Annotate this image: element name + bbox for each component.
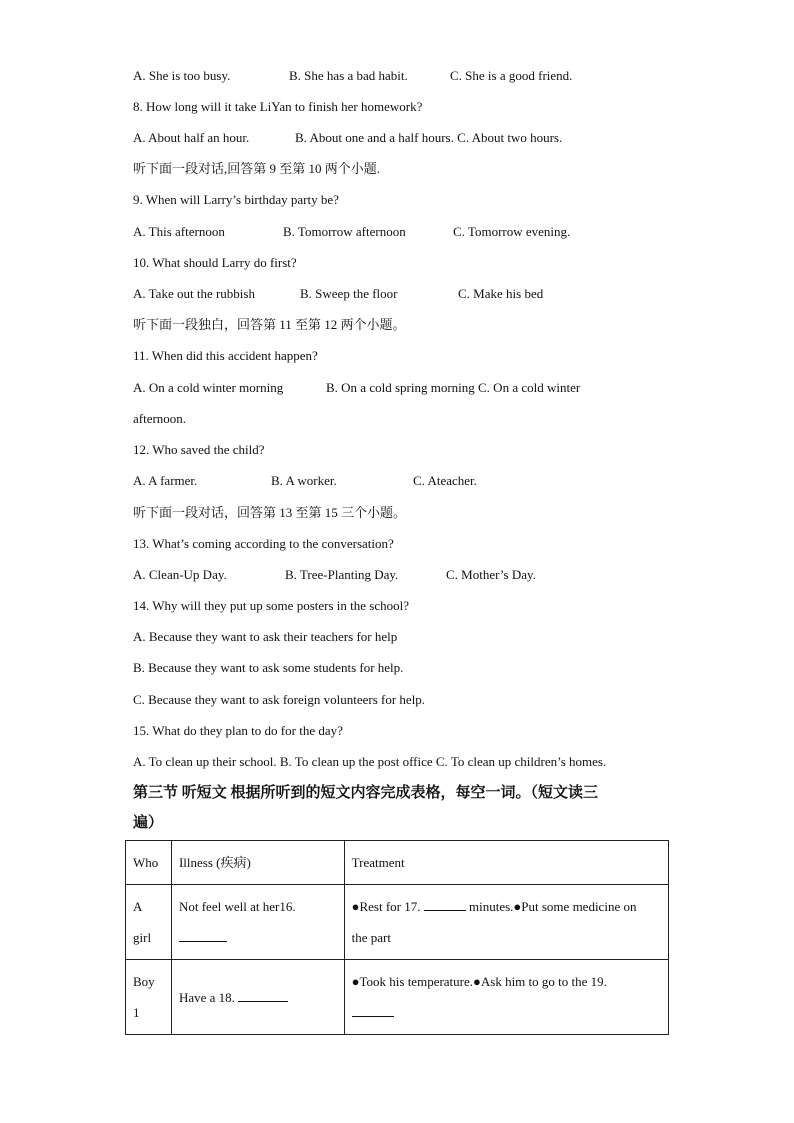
instruction-11-12: 听下面一段独白，回答第 11 至第 12 两个小题。 bbox=[133, 317, 406, 332]
q9-option-a: A. This afternoon bbox=[133, 224, 225, 239]
table-cell-treatment bbox=[344, 885, 668, 960]
q11-option-bc: B. On a cold spring morning C. On a cold winter bbox=[326, 380, 581, 395]
q7-option-c: C. She is a good friend. bbox=[450, 68, 573, 83]
table-cell-who bbox=[126, 960, 172, 1035]
who-line1: A bbox=[133, 899, 143, 914]
q9-option-b: B. Tomorrow afternoon bbox=[283, 224, 406, 239]
q11-option-c-continued: afternoon. bbox=[133, 411, 187, 426]
q7-option-a: A. She is too busy. bbox=[133, 68, 231, 83]
q12-option-b: B. A worker. bbox=[271, 473, 337, 488]
illness-text: Not feel well at her16. bbox=[178, 899, 296, 914]
q11-option-a: A. On a cold winter morning bbox=[133, 380, 284, 395]
q8-option-bc: B. About one and a half hours. C. About two hours. bbox=[295, 130, 563, 145]
q10-option-a: A. Take out the rubbish bbox=[133, 286, 255, 301]
section3-heading-line2: 遍） bbox=[133, 815, 164, 831]
q14-question: 14. Why will they put up some posters in the school? bbox=[133, 598, 409, 613]
who-line2: girl bbox=[133, 930, 152, 945]
table-cell-illness bbox=[171, 960, 344, 1035]
q13-option-b: B. Tree-Planting Day. bbox=[285, 567, 399, 582]
treatment-text-part2: minutes.●Put some medicine on bbox=[465, 899, 637, 914]
q12-option-c: C. Ateacher. bbox=[413, 473, 477, 488]
table-header-treatment: Treatment bbox=[344, 841, 668, 885]
table-cell-treatment bbox=[344, 960, 668, 1035]
instruction-13-15: 听下面一段对话，回答第 13 至第 15 三个小题。 bbox=[133, 505, 407, 520]
q7-option-b: B. She has a bad habit. bbox=[289, 68, 408, 83]
blank-17[interactable] bbox=[424, 897, 466, 911]
treatment-text-line2: the part bbox=[351, 930, 391, 945]
illness-table bbox=[125, 840, 669, 1035]
q8-question: 8. How long will it take LiYan to finish her homework? bbox=[133, 99, 423, 114]
q9-option-c: C. Tomorrow evening. bbox=[453, 224, 571, 239]
who-line2: 1 bbox=[133, 1005, 140, 1020]
treatment-text-part1: ●Rest for 17. bbox=[351, 899, 424, 914]
q8-option-a: A. About half an hour. bbox=[133, 130, 250, 145]
q11-question: 11. When did this accident happen? bbox=[133, 348, 318, 363]
table-row bbox=[126, 960, 669, 1035]
q12-option-a: A. A farmer. bbox=[133, 473, 198, 488]
q15-options: A. To clean up their school. B. To clean up the post office C. To clean up children’s homes. bbox=[133, 754, 607, 769]
q13-option-a: A. Clean-Up Day. bbox=[133, 567, 227, 582]
blank-19[interactable] bbox=[352, 1003, 394, 1017]
q10-option-c: C. Make his bed bbox=[458, 286, 544, 301]
table-header-who: Who bbox=[126, 841, 172, 885]
instruction-9-10: 听下面一段对话,回答第 9 至第 10 两个小题. bbox=[133, 161, 381, 176]
blank-18[interactable] bbox=[238, 988, 288, 1002]
q14-option-b: B. Because they want to ask some students for help. bbox=[133, 660, 404, 675]
section3-heading-line1: 第三节 听短文 根据所听到的短文内容完成表格，每空一词。（短文读三 bbox=[133, 785, 599, 801]
q10-question: 10. What should Larry do first? bbox=[133, 255, 297, 270]
q12-question: 12. Who saved the child? bbox=[133, 442, 265, 457]
illness-text: Have a 18. bbox=[178, 989, 239, 1005]
who-line1: Boy bbox=[133, 974, 155, 989]
blank-16[interactable] bbox=[179, 928, 227, 942]
q13-option-c: C. Mother’s Day. bbox=[446, 567, 536, 582]
q13-question: 13. What’s coming according to the conversation? bbox=[133, 536, 394, 551]
table-cell-illness bbox=[171, 885, 344, 960]
q14-option-a: A. Because they want to ask their teachers for help bbox=[133, 629, 398, 644]
treatment-text: ●Took his temperature.●Ask him to go to the 19. bbox=[351, 974, 607, 989]
q10-option-b: B. Sweep the floor bbox=[300, 286, 398, 301]
table-header-illness: Illness (疾病) bbox=[171, 841, 344, 885]
table-row bbox=[126, 885, 669, 960]
q9-question: 9. When will Larry’s birthday party be? bbox=[133, 192, 339, 207]
q14-option-c: C. Because they want to ask foreign volunteers for help. bbox=[133, 692, 426, 707]
q15-question: 15. What do they plan to do for the day? bbox=[133, 723, 343, 738]
table-cell-who bbox=[126, 885, 172, 960]
table-header-row bbox=[126, 841, 669, 885]
